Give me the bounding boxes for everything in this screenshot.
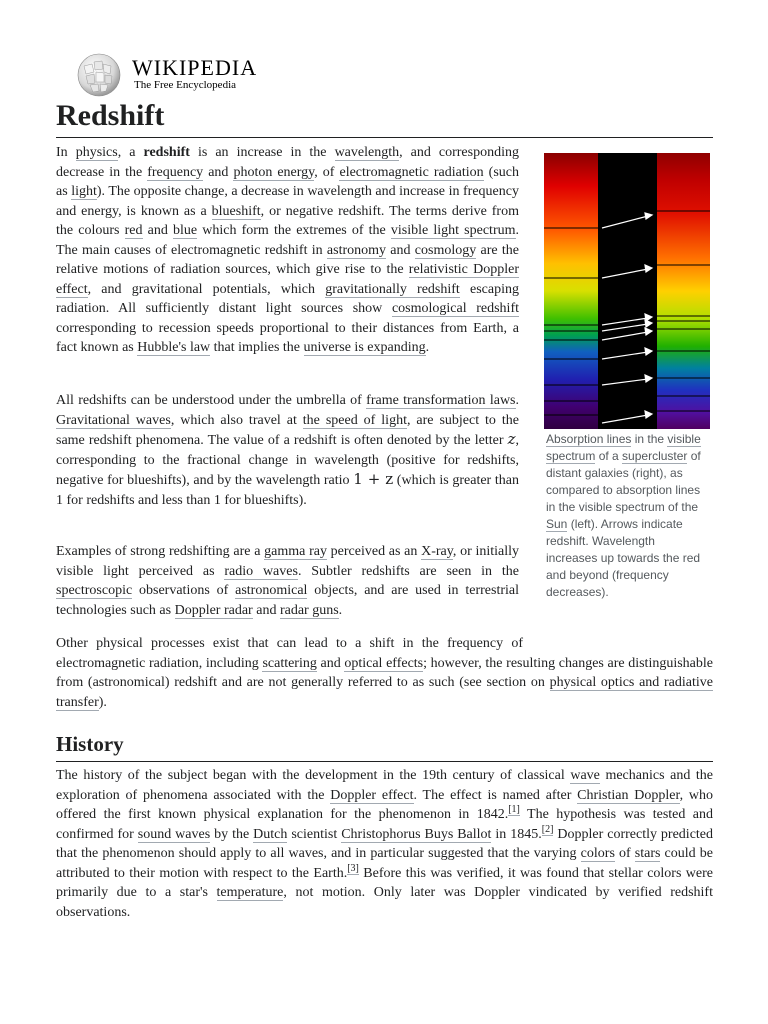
link-spectroscopic[interactable]: spectroscopic xyxy=(56,583,133,598)
link-gravitationally-redshift[interactable]: gravitationally redshift xyxy=(325,281,460,297)
link-electromagnetic-radiation[interactable]: electromagnetic radiation xyxy=(339,164,484,180)
history-paragraph: The history of the subject began with the development in the 19th century of classical wave mechanics and the exploration of phenomena associated with the Doppler effect. The effect is named after Christian Doppler, who offered the first known physical explanation for the phenomenon in 1842.[1] The hypothesis was tested and confirmed for sound waves by the Dutch scientist Christophorus Buys Ballot in 1845.[2] Doppler correctly predicted that the phenomenon should apply to all waves, and in particular suggested that the varying colors of stars could be attributed to their motion with respect to the Earth.[3] Before this was verified, it was found that stellar colors were primarily due to a star's temperature, not motion. Only later was Doppler vindicated by verified redshift observations. xyxy=(56,768,714,920)
link-stars[interactable]: stars xyxy=(634,846,661,861)
reference-3[interactable]: [3] xyxy=(347,862,359,874)
link-hubbles-law[interactable]: Hubble's law xyxy=(137,340,211,355)
figure-caption: Absorption lines in the visible spectrum of a supercluster of distant galaxies (right), as compared to absorption lines in the visible spectrum of the Sun (left). Arrows indicate redshift. Wavelength increases up towards the red and beyond (frequency decreases). xyxy=(546,432,701,599)
reference-1[interactable]: [1] xyxy=(508,804,520,816)
link-relativistic-doppler-effect[interactable]: relativistic Doppler effect xyxy=(56,262,519,297)
link-astronomy[interactable]: astronomy xyxy=(326,242,387,258)
supercluster-spectrum xyxy=(657,153,710,429)
intro-paragraph-2: All redshifts can be understood under the umbrella of frame transformation laws. Gravitational waves, which also travel at the speed of light, are subject to the same redshift phenomena. The value of a redshift is often denoted by the letter z, corresponding to the fractional change in wavelength (positive for redshifts, negative for blueshifts), and by the wavelength ratio 1 + z (which is greater than 1 for redshifts and less than 1 for blueshifts). xyxy=(56,393,520,508)
link-doppler-effect[interactable]: Doppler effect xyxy=(330,787,414,803)
intro-paragraph-4: Other physical processes exist that can lead to a shift in the frequency of electromagnetic radiation, including scattering and optical effects; however, the resulting changes are distinguishable from (astronomical) redshift and are not generally referred to as such (see section on physical optics and radiative transfer). xyxy=(56,636,713,710)
link-radar-guns[interactable]: radar guns xyxy=(279,602,339,618)
link-wave[interactable]: wave xyxy=(570,768,600,783)
link-universe-is-expanding[interactable]: universe is expanding xyxy=(303,340,426,355)
link-frequency[interactable]: frequency xyxy=(147,164,204,180)
link-sound-waves[interactable]: sound waves xyxy=(137,826,211,842)
link-blueshift[interactable]: blueshift xyxy=(211,203,261,219)
link-radio-waves[interactable]: radio waves xyxy=(224,563,298,579)
link-gamma-ray[interactable]: gamma ray xyxy=(264,544,327,559)
link-supercluster[interactable]: supercluster xyxy=(622,449,688,463)
history-heading: History xyxy=(56,730,713,762)
link-physics[interactable]: physics xyxy=(75,145,118,160)
page-title: Redshift xyxy=(56,96,713,138)
link-photon-energy[interactable]: photon energy xyxy=(233,164,315,180)
link-visible-light-spectrum[interactable]: visible light spectrum xyxy=(390,223,516,238)
link-red[interactable]: red xyxy=(124,223,143,238)
link-optical-effects[interactable]: optical effects xyxy=(344,655,424,671)
wikipedia-tagline: The Free Encyclopedia xyxy=(134,79,237,91)
wikipedia-logo[interactable] xyxy=(74,52,258,98)
link-temperature[interactable]: temperature xyxy=(216,885,284,900)
link-sun[interactable]: Sun xyxy=(546,517,568,531)
link-visible-spectrum[interactable]: visible spectrum xyxy=(546,432,701,463)
link-gravitational-waves[interactable]: Gravitational waves xyxy=(56,412,171,428)
link-x-ray[interactable]: X-ray xyxy=(421,544,453,559)
link-scattering[interactable]: scattering xyxy=(262,655,317,671)
math-one-plus-z: 1 + z xyxy=(353,470,394,488)
term-redshift: redshift xyxy=(143,145,190,160)
link-cosmological-redshift[interactable]: cosmological redshift xyxy=(391,301,519,316)
link-doppler-radar[interactable]: Doppler radar xyxy=(174,602,253,618)
link-dutch[interactable]: Dutch xyxy=(253,826,288,842)
link-astronomical[interactable]: astronomical xyxy=(235,583,308,598)
link-light[interactable]: light xyxy=(71,184,97,199)
link-buys-ballot[interactable]: Christophorus Buys Ballot xyxy=(341,826,492,842)
link-speed-of-light[interactable]: the speed of light xyxy=(302,412,407,428)
link-christian-doppler[interactable]: Christian Doppler xyxy=(577,787,680,803)
wikipedia-wordmark: WIKIPEDIA xyxy=(132,55,258,80)
wikipedia-globe-icon xyxy=(74,52,124,98)
spectrum-image xyxy=(544,153,710,429)
black-gap xyxy=(598,153,657,429)
link-physical-optics-radiative-transfer[interactable]: physical optics and radiative transfer xyxy=(56,675,713,710)
link-frame-transformation-laws[interactable]: frame transformation laws xyxy=(366,393,516,408)
link-cosmology[interactable]: cosmology xyxy=(414,242,477,258)
sun-spectrum xyxy=(544,153,598,429)
intro-paragraph-1: In physics, a redshift is an increase in the wavelength, and corresponding decrease in the frequency and photon energy, of electromagnetic radiation (such as light). The opposite change, a decrease in wavelength and increase in frequency and energy, is known as a blueshift, or negative redshift. The terms derive from the colours red and blue which form the extremes of the visible light spectrum. The main causes of electromagnetic redshift in astronomy and cosmology are the relative motions of radiation sources, which give rise to the relativistic Doppler effect, and gravitational potentials, which gravitationally redshift escaping radiation. All sufficiently distant light sources show cosmological redshift corresponding to recession speeds proportional to their distances from Earth, a fact known as Hubble's law that implies the universe is expanding. xyxy=(56,145,520,355)
link-blue[interactable]: blue xyxy=(173,223,198,238)
reference-2[interactable]: [2] xyxy=(541,823,554,835)
link-colors[interactable]: colors xyxy=(580,846,615,861)
intro-paragraph-3: Examples of strong redshifting are a gamma ray perceived as an X-ray, or initially visible light perceived as radio waves. Subtler redshifts are seen in the spectroscopic observations of astronomical objects, and are used in terrestrial technologies such as Doppler radar and radar guns. xyxy=(56,544,520,618)
link-wavelength[interactable]: wavelength xyxy=(334,145,400,160)
redshift-spectrum-figure[interactable] xyxy=(544,153,710,434)
link-absorption-lines[interactable]: Absorption lines xyxy=(546,432,632,446)
math-z: z xyxy=(507,430,516,448)
